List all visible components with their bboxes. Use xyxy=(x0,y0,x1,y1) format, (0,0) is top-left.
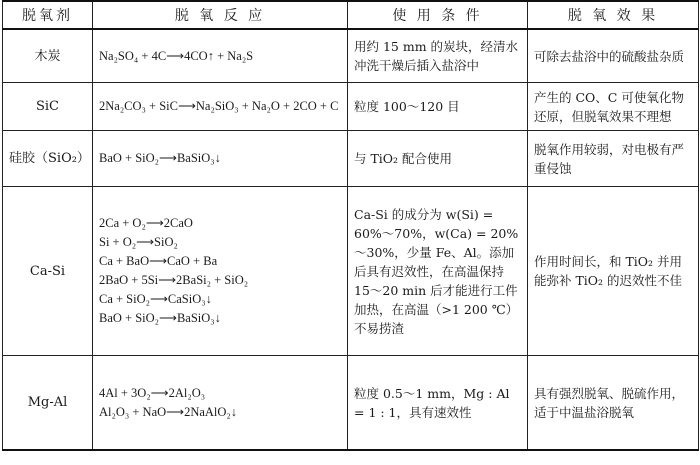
effect-cell: 具有强烈脱氧、脱硫作用，适于中温盐浴脱氧 xyxy=(528,356,699,451)
table-row xyxy=(3,131,699,187)
reaction-cell xyxy=(93,83,348,131)
condition-cell: 粒度 100～120 目 xyxy=(348,83,528,131)
header-agent: 脱氧剂 xyxy=(3,1,93,29)
agent-cell: Ca-Si xyxy=(3,187,93,356)
agent-cell: 硅胶（SiO₂） xyxy=(3,131,93,187)
header-effect: 脱 氧 效 果 xyxy=(528,1,699,29)
effect-cell: 作用时间长，和 TiO₂ 并用能弥补 TiO₂ 的迟效性不佳 xyxy=(528,187,699,356)
effect-cell: 可除去盐浴中的硫酸盐杂质 xyxy=(528,29,699,83)
reaction-cell xyxy=(93,131,348,187)
table-row xyxy=(3,187,699,356)
reaction-line: Al₂O₃ + NaO⟶2NaAlO₂↓ xyxy=(99,404,238,419)
reaction-line: Si + O₂⟶SiO₂ xyxy=(99,235,178,249)
condition-cell: Ca-Si 的成分为 w(Si) = 60%～70%，w(Ca) = 20%～30%，少量 Fe、Al。添加后具有迟效性，在高温保持 15～20 min 后才能进行工件加热，在高温（>1 200 ℃）不易捞渣 xyxy=(348,187,528,356)
reaction-line: Na₂SO₄ + 4C⟶4CO↑ + Na₂S xyxy=(99,48,254,63)
effect-cell: 脱氧作用较弱，对电极有严重侵蚀 xyxy=(528,131,699,187)
table-row xyxy=(3,356,699,451)
reaction-line: 2Na₂CO₃ + SiC⟶Na₂SiO₃ + Na₂O + 2CO + C xyxy=(99,99,339,113)
header-condition: 使 用 条 件 xyxy=(348,1,528,29)
reaction-line: 2Ca + O₂⟶2CaO xyxy=(99,216,193,230)
reaction-line: BaO + SiO₂⟶BaSiO₃↓ xyxy=(99,311,221,325)
reaction-line: BaO + SiO₂⟶BaSiO₃↓ xyxy=(99,151,221,165)
condition-cell: 粒度 0.5～1 mm，Mg : Al = 1 : 1，具有速效性 xyxy=(348,356,528,451)
header-reaction: 脱 氧 反 应 xyxy=(93,1,348,29)
agent-cell: 木炭 xyxy=(3,29,93,83)
deoxidizer-table xyxy=(2,0,699,451)
condition-cell: 用约 15 mm 的炭块，经清水冲洗干燥后插入盐浴中 xyxy=(348,29,528,83)
reaction-cell xyxy=(93,356,348,451)
reaction-line: Ca + BaO⟶CaO + Ba xyxy=(99,254,218,268)
agent-cell: SiC xyxy=(3,83,93,131)
reaction-cell xyxy=(93,29,348,83)
table-row xyxy=(3,83,699,131)
effect-cell: 产生的 CO、C 可使氧化物还原，但脱氧效果不理想 xyxy=(528,83,699,131)
reaction-cell xyxy=(93,187,348,356)
header-row xyxy=(3,1,699,29)
condition-cell: 与 TiO₂ 配合使用 xyxy=(348,131,528,187)
reaction-line: 4Al + 3O₂⟶2Al₂O₃ xyxy=(99,385,206,400)
agent-cell: Mg-Al xyxy=(3,356,93,451)
reaction-line: Ca + SiO₂⟶CaSiO₃↓ xyxy=(99,292,212,306)
table-row xyxy=(3,29,699,83)
reaction-line: 2BaO + 5Si⟶2BaSi₂ + SiO₂ xyxy=(99,273,249,287)
